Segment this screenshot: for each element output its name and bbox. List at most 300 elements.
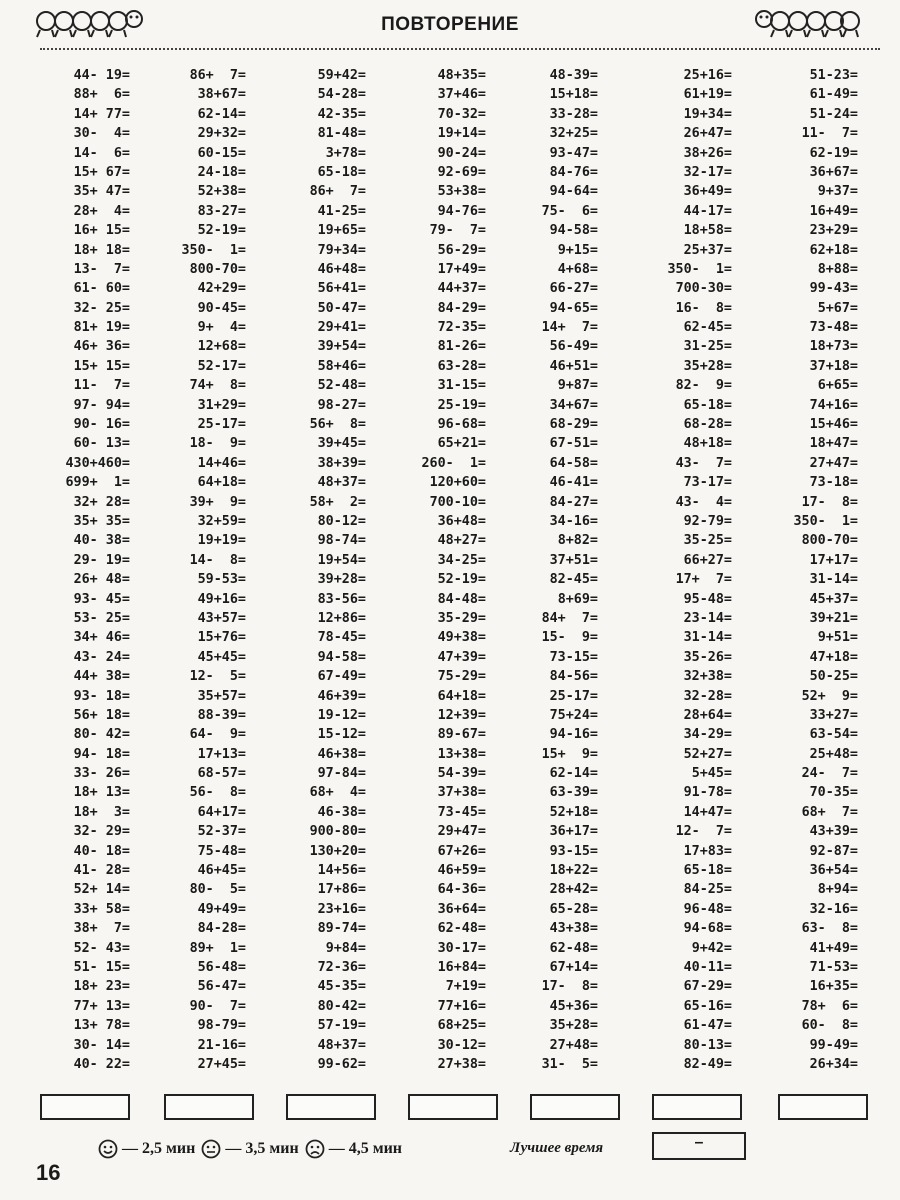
exercise-item: 68+25= [437,1018,486,1034]
exercise-item: 62+18= [809,242,858,258]
exercise-item: 30- 14= [73,1037,130,1053]
exercise-item: 64-36= [437,882,486,898]
exercise-item: 13+38= [437,746,486,762]
exercise-item: 80- 42= [73,727,130,743]
exercise-item: 79+34= [317,242,366,258]
exercise-item: 46+59= [437,863,486,879]
exercise-item: 78-45= [317,630,366,646]
exercise-item: 40- 38= [73,533,130,549]
exercise-item: 97- 94= [73,397,130,413]
exercise-item: 73-45= [437,804,486,820]
exercise-item: 44- 19= [73,68,130,83]
exercise-item: 50-25= [809,669,858,685]
exercise-item: 51-23= [809,68,858,83]
exercise-item: 93- 18= [73,688,130,704]
exercise-item: 99-62= [317,1056,366,1072]
exercise-item: 23+16= [317,901,366,917]
exercise-item: 81-48= [317,126,366,142]
exercise-item: 52-17= [197,358,246,374]
exercise-item: 51-24= [809,106,858,122]
exercise-item: 65-28= [549,901,598,917]
exercise-item: 33+27= [809,707,858,723]
exercise-item: 35-25= [683,533,732,549]
legend-text-medium: — 3,5 мин [225,1140,299,1157]
exercise-item: 19+54= [317,552,366,568]
exercise-item: 46+ 36= [73,339,130,355]
exercise-item: 350- 1= [667,261,732,277]
exercise-item: 8+94= [817,882,858,898]
exercise-item: 18+22= [549,863,598,879]
answer-box-7[interactable] [778,1094,868,1120]
exercise-item: 40-11= [683,959,732,975]
exercise-item: 53+38= [437,184,486,200]
exercise-item: 77+16= [437,998,486,1014]
exercise-item: 84-27= [549,494,598,510]
exercise-item: 120+60= [429,475,486,491]
exercise-item: 26+34= [809,1056,858,1072]
exercise-item: 15+ 15= [73,358,130,374]
exercise-item: 34-16= [549,513,598,529]
exercise-item: 70-32= [437,106,486,122]
exercise-item: 8+69= [557,591,598,607]
exercise-item: 9+51= [817,630,858,646]
answer-box-4[interactable] [408,1094,498,1120]
exercise-item: 32- 25= [73,300,130,316]
exercise-item: 48+27= [437,533,486,549]
exercise-item: 90-45= [197,300,246,316]
exercise-item: 58+ 2= [309,494,366,510]
exercise-item: 99-49= [809,1037,858,1053]
exercise-item: 72-35= [437,320,486,336]
answer-box-3[interactable] [286,1094,376,1120]
exercise-item: 14- 8= [189,552,246,568]
exercise-item: 74+16= [809,397,858,413]
answer-box-5[interactable] [530,1094,620,1120]
exercise-item: 900-80= [309,824,366,840]
exercise-item: 45+36= [549,998,598,1014]
exercise-item: 9+ 4= [197,320,246,336]
exercise-item: 12+39= [437,707,486,723]
exercise-item: 58+46= [317,358,366,374]
exercise-item: 64+18= [197,475,246,491]
exercise-item: 44+37= [437,281,486,297]
exercise-item: 73-48= [809,320,858,336]
exercise-item: 28+64= [683,707,732,723]
exercise-column-7 [762,66,858,1074]
exercise-item: 23-14= [683,610,732,626]
exercise-item: 34-29= [683,727,732,743]
exercise-item: 14- 6= [73,145,130,161]
exercise-item: 9+84= [325,940,366,956]
exercise-item: 39+54= [317,339,366,355]
exercise-item: 32+38= [683,669,732,685]
exercise-item: 64+17= [197,804,246,820]
exercise-item: 32+59= [197,513,246,529]
exercise-item: 18+73= [809,339,858,355]
exercise-item: 5+67= [817,300,858,316]
exercise-item: 11- 7= [801,126,858,142]
exercise-item: 62-14= [549,766,598,782]
answer-box-6[interactable] [652,1094,742,1120]
exercise-item: 42+29= [197,281,246,297]
exercise-item: 64-58= [549,455,598,471]
exercise-item: 65-18= [683,397,732,413]
exercise-item: 38+39= [317,455,366,471]
exercise-item: 83-56= [317,591,366,607]
exercise-item: 59-53= [197,572,246,588]
exercise-item: 65+21= [437,436,486,452]
exercise-item: 84-76= [549,164,598,180]
exercise-item: 350- 1= [181,242,246,258]
exercise-item: 82-49= [683,1056,732,1072]
exercise-item: 54-39= [437,766,486,782]
exercise-item: 94- 18= [73,746,130,762]
page-title: ПОВТОРЕНИЕ [381,14,519,35]
exercise-item: 19+19= [197,533,246,549]
exercise-item: 27+45= [197,1056,246,1072]
exercise-item: 61- 60= [73,281,130,297]
exercise-item: 92-87= [809,843,858,859]
exercise-item: 56+ 8= [309,417,366,433]
exercise-column-6 [644,66,732,1074]
exercise-item: 75-48= [197,843,246,859]
exercise-item: 26+47= [683,126,732,142]
exercise-item: 33+ 58= [73,901,130,917]
answer-box-2[interactable] [164,1094,254,1120]
exercise-item: 12- 5= [189,669,246,685]
exercise-item: 700-30= [675,281,732,297]
exercise-item: 92-69= [437,164,486,180]
exercise-item: 60-15= [197,145,246,161]
exercise-item: 25+48= [809,746,858,762]
exercise-item: 52+18= [549,804,598,820]
exercise-item: 40- 22= [73,1056,130,1072]
exercise-item: 68+ 7= [801,804,858,820]
header-divider [40,48,880,50]
exercise-item: 44-17= [683,203,732,219]
exercise-item: 72-36= [317,959,366,975]
exercise-item: 38+67= [197,87,246,103]
exercise-item: 80-42= [317,998,366,1014]
exercise-item: 67-29= [683,979,732,995]
exercise-item: 64- 9= [189,727,246,743]
exercise-item: 56-29= [437,242,486,258]
exercise-item: 17+ 7= [675,572,732,588]
exercise-item: 98-74= [317,533,366,549]
exercise-item: 37+46= [437,87,486,103]
exercise-item: 94-16= [549,727,598,743]
exercise-item: 130+20= [309,843,366,859]
exercise-column-5 [512,66,598,1074]
answer-box-1[interactable] [40,1094,130,1120]
exercise-item: 64+18= [437,688,486,704]
exercise-item: 46+51= [549,358,598,374]
exercise-item: 15- 9= [541,630,598,646]
exercise-item: 90- 16= [73,417,130,433]
exercise-item: 54-28= [317,87,366,103]
exercise-item: 93-47= [549,145,598,161]
exercise-item: 24-18= [197,164,246,180]
exercise-item: 35-26= [683,649,732,665]
exercise-item: 34+67= [549,397,598,413]
exercise-item: 19+65= [317,223,366,239]
best-time-box[interactable]: – [652,1132,746,1160]
exercise-item: 34+ 46= [73,630,130,646]
exercise-item: 51- 15= [73,959,130,975]
exercise-item: 84-25= [683,882,732,898]
exercise-item: 800-70= [801,533,858,549]
exercise-item: 12+86= [317,610,366,626]
exercise-item: 84-29= [437,300,486,316]
exercise-item: 95-48= [683,591,732,607]
exercise-item: 38+26= [683,145,732,161]
exercise-item: 18+ 13= [73,785,130,801]
exercise-item: 34-25= [437,552,486,568]
exercise-item: 52-19= [197,223,246,239]
exercise-item: 33-28= [549,106,598,122]
exercise-item: 31+29= [197,397,246,413]
exercise-item: 25+16= [683,68,732,83]
exercise-item: 65-18= [683,863,732,879]
exercise-item: 17+17= [809,552,858,568]
exercise-item: 59+42= [317,68,366,83]
exercise-item: 25-19= [437,397,486,413]
exercise-item: 73-18= [809,475,858,491]
exercise-columns [0,66,900,1086]
exercise-item: 28+ 4= [73,203,130,219]
exercise-item: 36+54= [809,863,858,879]
exercise-item: 62-48= [437,921,486,937]
exercise-item: 63- 8= [801,921,858,937]
exercise-item: 99-43= [809,281,858,297]
exercise-item: 15+76= [197,630,246,646]
exercise-item: 35+ 35= [73,513,130,529]
exercise-item: 31- 5= [541,1056,598,1072]
exercise-item: 98-79= [197,1018,246,1034]
exercise-item: 52+ 14= [73,882,130,898]
exercise-item: 41+49= [809,940,858,956]
exercise-item: 46+39= [317,688,366,704]
exercise-item: 61+19= [683,87,732,103]
exercise-item: 43- 7= [675,455,732,471]
exercise-item: 430+460= [65,455,130,471]
exercise-item: 13+ 78= [73,1018,130,1034]
exercise-item: 47+18= [809,649,858,665]
exercise-item: 46-38= [317,804,366,820]
exercise-item: 35-29= [437,610,486,626]
exercise-item: 73-17= [683,475,732,491]
exercise-item: 52-48= [317,378,366,394]
exercise-item: 41- 28= [73,863,130,879]
exercise-item: 35+ 47= [73,184,130,200]
exercise-item: 74+ 8= [189,378,246,394]
exercise-item: 68+ 4= [309,785,366,801]
exercise-item: 27+38= [437,1056,486,1072]
exercise-item: 18+ 23= [73,979,130,995]
legend-text-fast: — 2,5 мин [122,1140,196,1157]
exercise-item: 83-27= [197,203,246,219]
exercise-item: 16+49= [809,203,858,219]
exercise-item: 93- 45= [73,591,130,607]
exercise-item: 18+ 3= [73,804,130,820]
exercise-item: 48-39= [549,68,598,83]
exercise-item: 36+17= [549,824,598,840]
exercise-item: 12+68= [197,339,246,355]
exercise-item: 29+47= [437,824,486,840]
exercise-item: 81+ 19= [73,320,130,336]
time-legend [98,1136,408,1162]
exercise-item: 29- 19= [73,552,130,568]
exercise-item: 21-16= [197,1037,246,1053]
legend-item-slow [305,1139,402,1159]
exercise-item: 60- 8= [801,1018,858,1034]
exercise-item: 25-17= [197,417,246,433]
exercise-item: 46-41= [549,475,598,491]
exercise-item: 32+ 28= [73,494,130,510]
exercise-item: 94-76= [437,203,486,219]
exercise-item: 48+37= [317,1037,366,1053]
exercise-item: 84-48= [437,591,486,607]
exercise-item: 43+39= [809,824,858,840]
exercise-item: 17- 8= [801,494,858,510]
exercise-item: 80-12= [317,513,366,529]
exercise-item: 16+ 15= [73,223,130,239]
exercise-item: 11- 7= [73,378,130,394]
exercise-item: 350- 1= [793,513,858,529]
exercise-item: 42-35= [317,106,366,122]
exercise-item: 7+19= [445,979,486,995]
exercise-item: 45-35= [317,979,366,995]
exercise-item: 33- 26= [73,766,130,782]
exercise-item: 93-15= [549,843,598,859]
exercise-item: 75+24= [549,707,598,723]
exercise-item: 49+49= [197,901,246,917]
exercise-item: 6+65= [817,378,858,394]
exercise-item: 66+27= [683,552,732,568]
exercise-item: 68-29= [549,417,598,433]
exercise-item: 89-74= [317,921,366,937]
exercise-item: 63-39= [549,785,598,801]
exercise-item: 77+ 13= [73,998,130,1014]
exercise-item: 62-45= [683,320,732,336]
exercise-item: 61-47= [683,1018,732,1034]
exercise-item: 32-28= [683,688,732,704]
exercise-item: 35+28= [683,358,732,374]
exercise-item: 52+38= [197,184,246,200]
exercise-item: 260- 1= [421,455,486,471]
exercise-item: 49+38= [437,630,486,646]
exercise-item: 52-19= [437,572,486,588]
exercise-item: 25-17= [549,688,598,704]
exercise-item: 9+37= [817,184,858,200]
exercise-item: 14+56= [317,863,366,879]
exercise-item: 80- 5= [189,882,246,898]
exercise-item: 26+ 48= [73,572,130,588]
exercise-item: 13- 7= [73,261,130,277]
exercise-item: 4+68= [557,261,598,277]
exercise-item: 16+35= [809,979,858,995]
exercise-item: 88+ 6= [73,87,130,103]
caterpillar-decoration-icon [752,6,862,40]
exercise-item: 17+49= [437,261,486,277]
exercise-item: 32-17= [683,164,732,180]
exercise-item: 47+39= [437,649,486,665]
exercise-item: 86+ 7= [189,68,246,83]
exercise-item: 68-28= [683,417,732,433]
exercise-item: 39+21= [809,610,858,626]
exercise-item: 37+18= [809,358,858,374]
exercise-item: 32+25= [549,126,598,142]
exercise-item: 43- 24= [73,649,130,665]
exercise-item: 90-24= [437,145,486,161]
exercise-item: 700-10= [429,494,486,510]
exercise-item: 18+ 18= [73,242,130,258]
exercise-item: 48+18= [683,436,732,452]
exercise-item: 45+45= [197,649,246,665]
exercise-item: 9+15= [557,242,598,258]
exercise-item: 67-51= [549,436,598,452]
exercise-item: 19+14= [437,126,486,142]
exercise-item: 52- 43= [73,940,130,956]
exercise-item: 18- 9= [189,436,246,452]
exercise-item: 78+ 6= [801,998,858,1014]
exercise-item: 49+16= [197,591,246,607]
exercise-item: 56+ 18= [73,707,130,723]
exercise-item: 16+84= [437,959,486,975]
exercise-item: 67+26= [437,843,486,859]
exercise-item: 29+32= [197,126,246,142]
exercise-item: 84-56= [549,669,598,685]
exercise-item: 28+42= [549,882,598,898]
exercise-item: 98-27= [317,397,366,413]
exercise-item: 27+47= [809,455,858,471]
exercise-item: 44+ 38= [73,669,130,685]
exercise-item: 90- 7= [189,998,246,1014]
exercise-column-4 [400,66,486,1074]
exercise-item: 46+48= [317,261,366,277]
exercise-item: 17- 8= [541,979,598,995]
exercise-item: 36+49= [683,184,732,200]
exercise-item: 94-58= [317,649,366,665]
exercise-item: 18+47= [809,436,858,452]
exercise-item: 31-25= [683,339,732,355]
exercise-item: 84+ 7= [541,610,598,626]
exercise-item: 15+18= [549,87,598,103]
exercise-item: 71-53= [809,959,858,975]
exercise-item: 81-26= [437,339,486,355]
exercise-column-2 [172,66,246,1074]
sad-face-icon [305,1139,325,1159]
exercise-item: 65-16= [683,998,732,1014]
exercise-item: 23+29= [809,223,858,239]
exercise-item: 94-58= [549,223,598,239]
exercise-item: 46+45= [197,863,246,879]
exercise-item: 40- 18= [73,843,130,859]
exercise-item: 31-14= [809,572,858,588]
exercise-item: 70-35= [809,785,858,801]
exercise-item: 36+64= [437,901,486,917]
exercise-item: 86+ 7= [309,184,366,200]
exercise-item: 91-78= [683,785,732,801]
exercise-item: 62-19= [809,145,858,161]
exercise-item: 41-25= [317,203,366,219]
exercise-item: 32- 29= [73,824,130,840]
exercise-item: 89-67= [437,727,486,743]
exercise-item: 67+14= [549,959,598,975]
exercise-item: 699+ 1= [65,475,130,491]
exercise-item: 80-13= [683,1037,732,1053]
exercise-item: 94-64= [549,184,598,200]
